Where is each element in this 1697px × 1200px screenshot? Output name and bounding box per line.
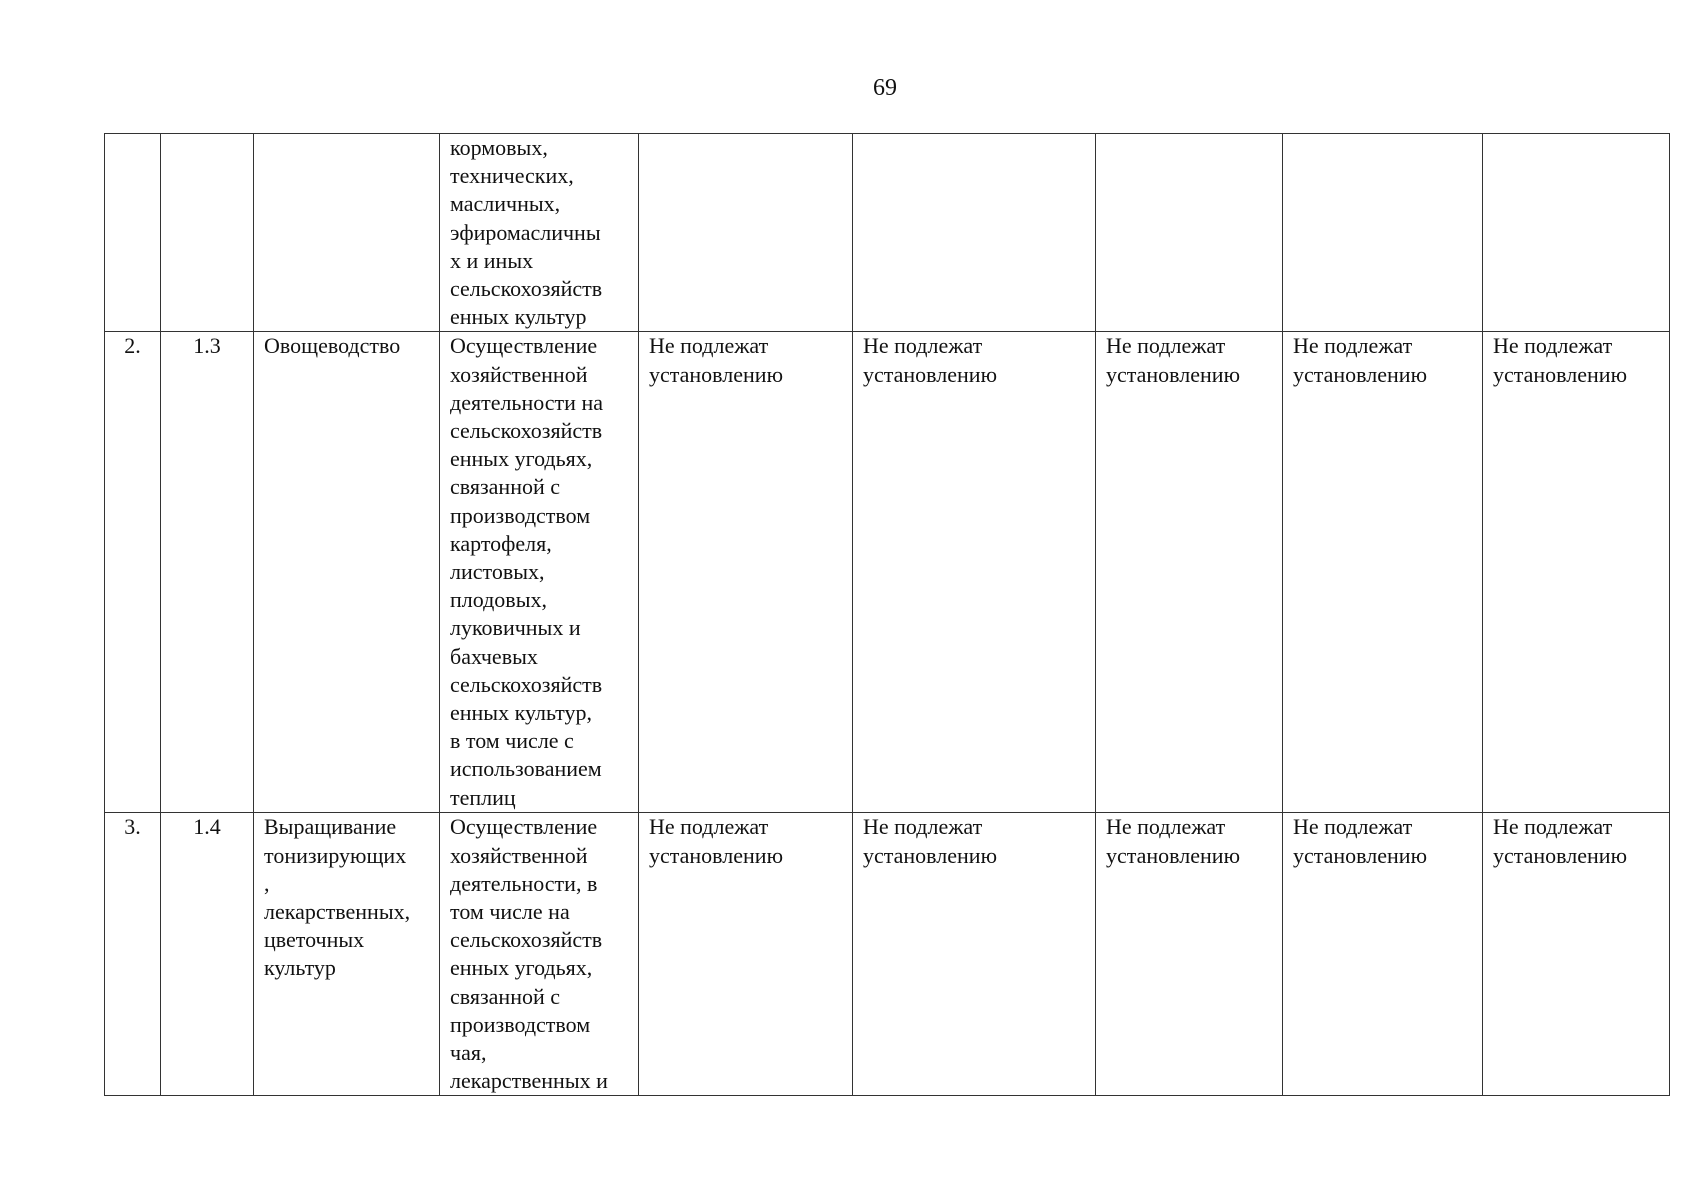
description-line: технических, (450, 163, 574, 189)
cell-name (254, 134, 440, 332)
description-line: кормовых, (450, 135, 548, 160)
cell-param-5 (1483, 134, 1670, 332)
cell-code (161, 134, 254, 332)
description-line: сельскохозяйств (450, 671, 603, 697)
name-line: лекарственных, (264, 899, 411, 925)
description-line: плодовых, (450, 587, 547, 613)
cell-param-5: Не подлежат установлению (1483, 332, 1670, 813)
description-line: чая, (450, 1040, 487, 1066)
description-line: лекарственных и (450, 1068, 608, 1094)
description-line: использованием (450, 756, 602, 782)
cell-param-3: Не подлежат установлению (1096, 813, 1283, 1096)
table-row (105, 332, 1670, 813)
cell-param-1: Не подлежат установлению (639, 332, 853, 813)
cell-param-1 (639, 134, 853, 332)
table-row-continuation (105, 134, 1670, 332)
cell-param-4: Не подлежат установлению (1283, 813, 1483, 1096)
description-line: хозяйственной (450, 361, 588, 387)
cell-param-2: Не подлежат установлению (853, 332, 1096, 813)
name-line: тонизирующих (264, 842, 407, 868)
cell-index: 2. (105, 332, 161, 813)
cell-name (254, 332, 440, 813)
cell-param-2: Не подлежат установлению (853, 813, 1096, 1096)
description-line: листовых, (450, 559, 545, 585)
description-line: сельскохозяйств (450, 276, 603, 302)
description-line: том числе на (450, 899, 570, 925)
cell-param-5: Не подлежат установлению (1483, 813, 1670, 1096)
description-line: деятельности, в (450, 870, 598, 896)
description-line: производством (450, 502, 591, 528)
description-line: в том числе с (450, 728, 574, 754)
cell-description (440, 332, 639, 813)
cell-index: 3. (105, 813, 161, 1096)
cell-description (440, 134, 639, 332)
name-line: Овощеводство (264, 333, 401, 359)
cell-param-3 (1096, 134, 1283, 332)
description-line: сельскохозяйств (450, 927, 603, 953)
description-line: енных культур, (450, 700, 593, 726)
description-line: сельскохозяйств (450, 418, 603, 444)
name-line: культур (264, 955, 336, 981)
cell-code: 1.4 (161, 813, 254, 1096)
cell-code: 1.3 (161, 332, 254, 813)
cell-param-2 (853, 134, 1096, 332)
name-line: цветочных (264, 927, 365, 953)
land-use-table (104, 133, 1670, 1096)
description-line: теплиц (450, 784, 516, 810)
description-line: бахчевых (450, 643, 538, 669)
description-line: хозяйственной (450, 842, 588, 868)
description-line: енных угодьях, (450, 446, 593, 472)
description-line: эфиромасличны (450, 219, 601, 245)
cell-param-4 (1283, 134, 1483, 332)
description-line: картофеля, (450, 530, 552, 556)
description-line: х и иных (450, 247, 534, 273)
description-line: связанной с (450, 474, 561, 500)
description-line: деятельности на (450, 389, 603, 415)
cell-index (105, 134, 161, 332)
cell-param-4: Не подлежат установлению (1283, 332, 1483, 813)
description-line: луковичных и (450, 615, 581, 641)
description-line: Осуществление (450, 814, 598, 840)
name-line: Выращивание (264, 814, 397, 840)
table-row (105, 813, 1670, 1096)
cell-param-1: Не подлежат установлению (639, 813, 853, 1096)
name-line: , (264, 870, 270, 896)
description-line: енных угодьях, (450, 955, 593, 981)
cell-description (440, 813, 639, 1096)
description-line: енных культур (450, 304, 587, 330)
cell-param-3: Не подлежат установлению (1096, 332, 1283, 813)
description-line: производством (450, 1011, 591, 1037)
description-line: Осуществление (450, 333, 598, 359)
page-number: 69 (873, 75, 897, 101)
cell-name (254, 813, 440, 1096)
description-line: масличных, (450, 191, 561, 217)
description-line: связанной с (450, 983, 561, 1009)
